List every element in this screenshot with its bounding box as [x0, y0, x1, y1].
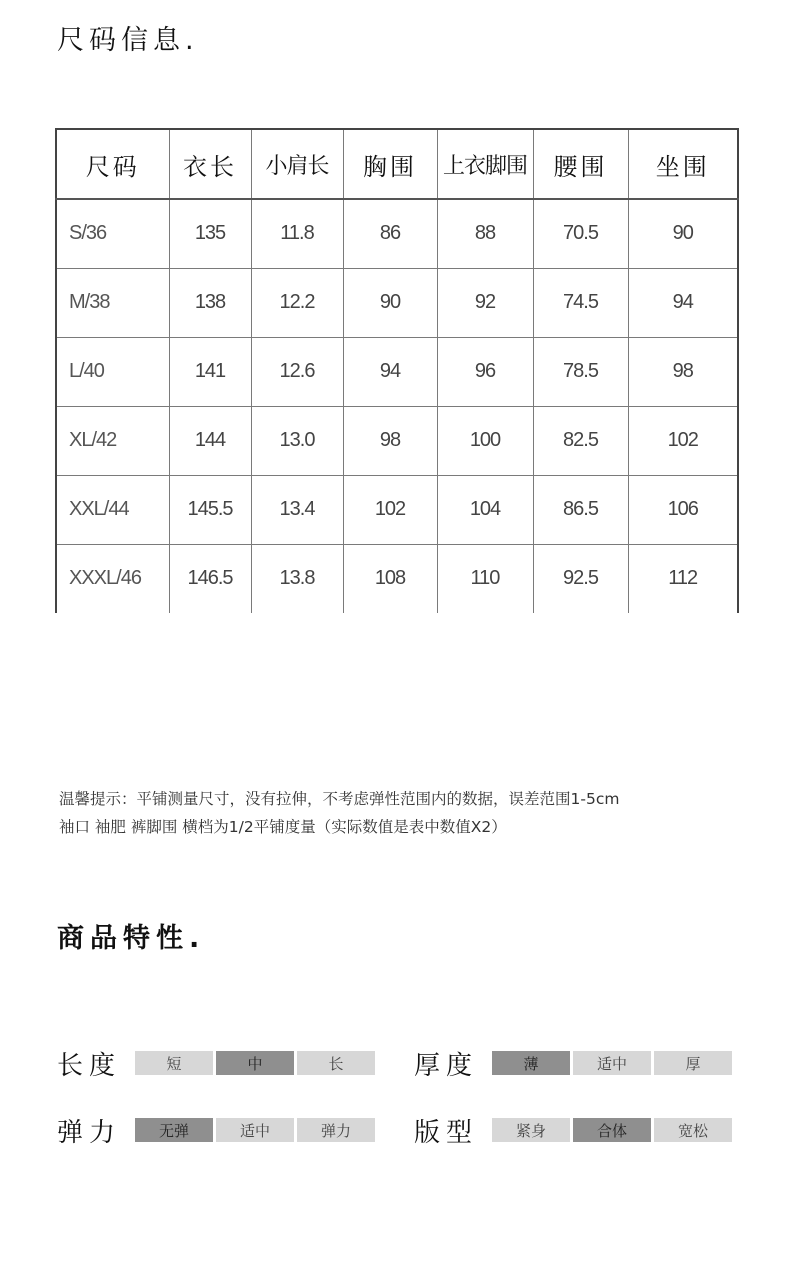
- cell-value: 70.5: [533, 199, 628, 268]
- attribute-option: 短: [135, 1051, 213, 1075]
- header-size: 尺码: [56, 129, 169, 199]
- cell-value: 146.5: [169, 544, 251, 613]
- cell-value: 86.5: [533, 475, 628, 544]
- header-shoulder: 小肩长: [251, 129, 343, 199]
- attribute-label: 弹力: [57, 1117, 122, 1148]
- attribute-option: 合体: [573, 1118, 651, 1142]
- cell-value: 88: [437, 199, 533, 268]
- cell-value: 106: [628, 475, 738, 544]
- cell-value: 144: [169, 406, 251, 475]
- table-row: [56, 544, 738, 613]
- size-table: [55, 128, 739, 613]
- cell-value: 82.5: [533, 406, 628, 475]
- cell-value: 74.5: [533, 268, 628, 337]
- table-row: [56, 406, 738, 475]
- cell-size: M/38: [56, 268, 169, 337]
- cell-value: 90: [628, 199, 738, 268]
- measurement-note-secondary: 袖口 袖肥 裤脚围 横档为1/2平铺度量（实际数值是表中数值X2）: [59, 818, 507, 836]
- attribute-length: [57, 1050, 375, 1081]
- attribute-elasticity: [57, 1117, 375, 1148]
- attribute-option: 中: [216, 1051, 294, 1075]
- attribute-option: 适中: [573, 1051, 651, 1075]
- attribute-label: 版型: [414, 1117, 479, 1148]
- cell-value: 141: [169, 337, 251, 406]
- attribute-option: 宽松: [654, 1118, 732, 1142]
- table-row: [56, 268, 738, 337]
- attribute-option: 无弹: [135, 1118, 213, 1142]
- cell-value: 100: [437, 406, 533, 475]
- cell-value: 104: [437, 475, 533, 544]
- cell-value: 94: [343, 337, 437, 406]
- header-hem: 上衣脚围: [437, 129, 533, 199]
- attribute-label: 长度: [57, 1050, 122, 1081]
- product-features-title: 商品特性.: [57, 923, 206, 954]
- cell-value: 102: [343, 475, 437, 544]
- cell-size: L/40: [56, 337, 169, 406]
- cell-value: 94: [628, 268, 738, 337]
- cell-size: XXL/44: [56, 475, 169, 544]
- cell-value: 108: [343, 544, 437, 613]
- cell-value: 13.4: [251, 475, 343, 544]
- attribute-options: [492, 1051, 732, 1075]
- cell-value: 13.0: [251, 406, 343, 475]
- attribute-options: [135, 1118, 375, 1142]
- header-chest: 胸围: [343, 129, 437, 199]
- header-length: 衣长: [169, 129, 251, 199]
- cell-value: 13.8: [251, 544, 343, 613]
- size-info-title: 尺码信息.: [57, 25, 199, 56]
- attribute-option: 紧身: [492, 1118, 570, 1142]
- header-waist: 腰围: [533, 129, 628, 199]
- attribute-label: 厚度: [414, 1050, 479, 1081]
- attribute-fit: [414, 1117, 732, 1148]
- cell-value: 138: [169, 268, 251, 337]
- cell-value: 110: [437, 544, 533, 613]
- cell-value: 12.6: [251, 337, 343, 406]
- cell-value: 112: [628, 544, 738, 613]
- attribute-option: 长: [297, 1051, 375, 1075]
- table-row: [56, 337, 738, 406]
- cell-size: XXXL/46: [56, 544, 169, 613]
- cell-value: 92.5: [533, 544, 628, 613]
- attribute-option: 弹力: [297, 1118, 375, 1142]
- table-header-row: [56, 129, 738, 199]
- cell-value: 102: [628, 406, 738, 475]
- attribute-options: [492, 1118, 732, 1142]
- table-row: [56, 199, 738, 268]
- cell-value: 90: [343, 268, 437, 337]
- attribute-options: [135, 1051, 375, 1075]
- attribute-option: 厚: [654, 1051, 732, 1075]
- attribute-thickness: [414, 1050, 732, 1081]
- cell-value: 98: [343, 406, 437, 475]
- attribute-option: 薄: [492, 1051, 570, 1075]
- cell-value: 135: [169, 199, 251, 268]
- attribute-option: 适中: [216, 1118, 294, 1142]
- cell-value: 86: [343, 199, 437, 268]
- cell-value: 92: [437, 268, 533, 337]
- cell-value: 11.8: [251, 199, 343, 268]
- table-row: [56, 475, 738, 544]
- cell-value: 78.5: [533, 337, 628, 406]
- cell-value: 145.5: [169, 475, 251, 544]
- cell-size: S/36: [56, 199, 169, 268]
- cell-size: XL/42: [56, 406, 169, 475]
- header-hip: 坐围: [628, 129, 738, 199]
- cell-value: 12.2: [251, 268, 343, 337]
- measurement-note: 温馨提示：平铺测量尺寸，没有拉伸，不考虑弹性范围内的数据，误差范围1-5cm: [59, 790, 620, 808]
- cell-value: 98: [628, 337, 738, 406]
- cell-value: 96: [437, 337, 533, 406]
